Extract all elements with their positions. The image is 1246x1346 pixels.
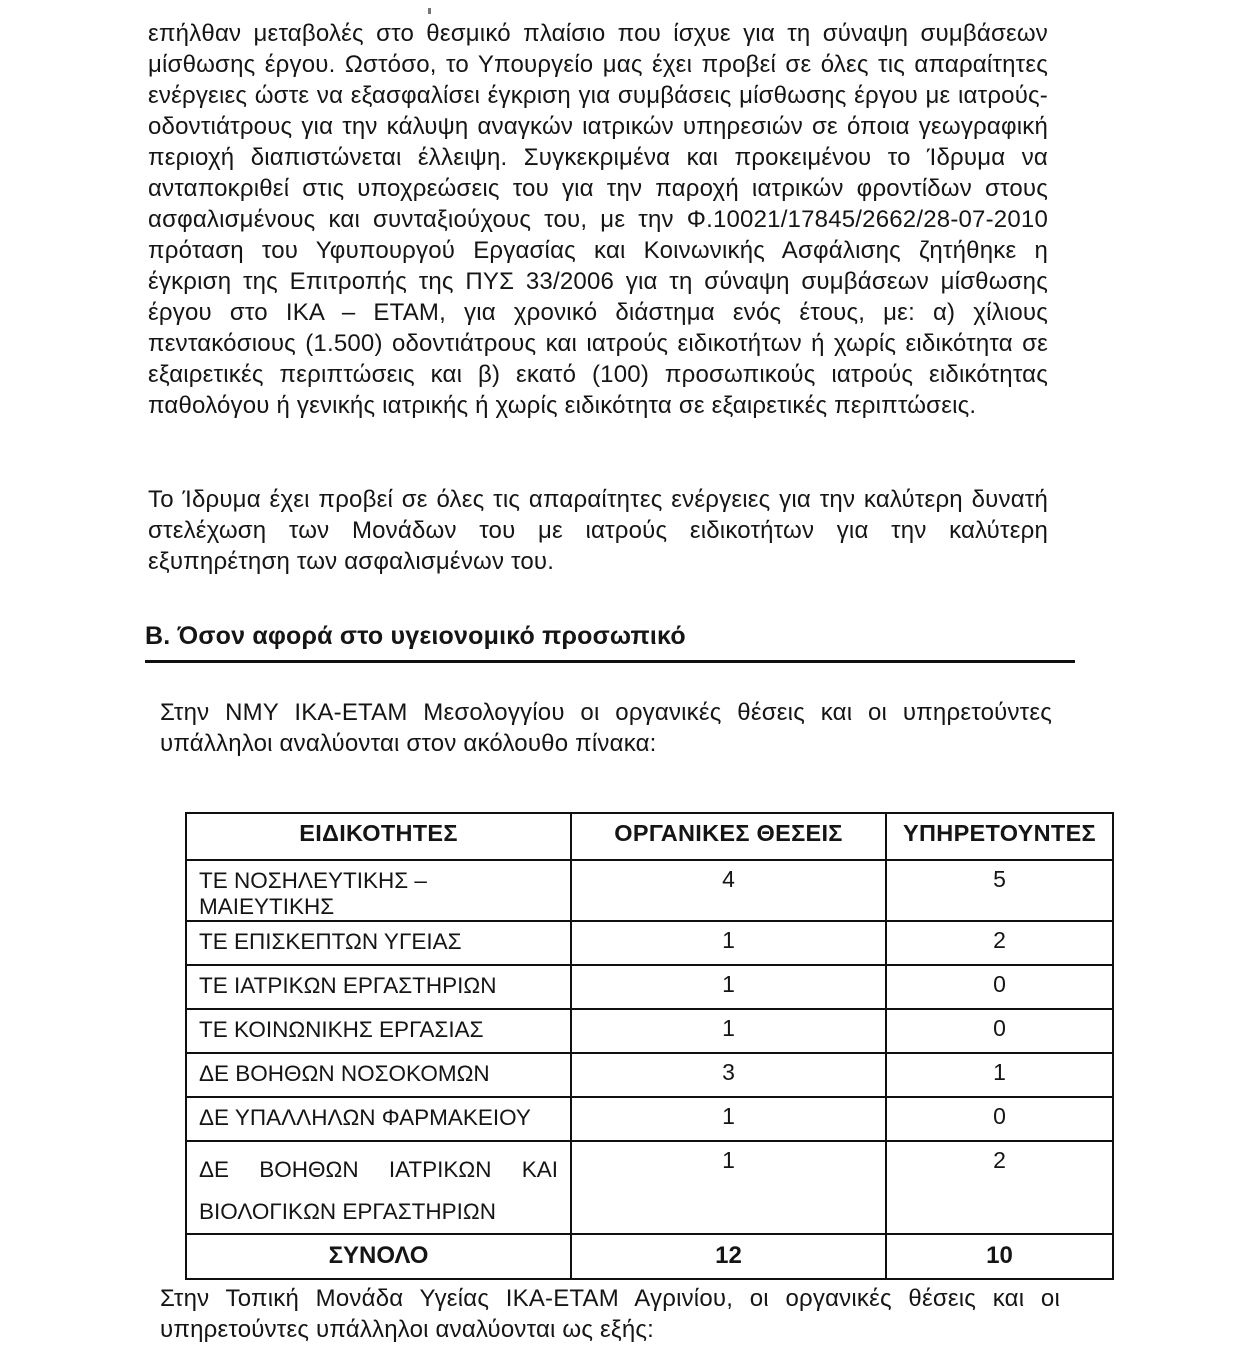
table-row	[186, 965, 1113, 1009]
cell-serving: 0	[886, 1097, 1113, 1141]
header-positions: ΟΡΓΑΝΙΚΕΣ ΘΕΣΕΙΣ	[571, 813, 886, 860]
cell-specialty: ΔΕ ΥΠΑΛΛΗΛΩΝ ΦΑΡΜΑΚΕΙΟΥ	[186, 1097, 571, 1141]
cell-specialty: ΤΕ ΙΑΤΡΙΚΩΝ ΕΡΓΑΣΤΗΡΙΩΝ	[186, 965, 571, 1009]
cell-serving: 0	[886, 1009, 1113, 1053]
cell-total-label: ΣΥΝΟΛΟ	[186, 1234, 571, 1279]
cell-positions: 1	[571, 921, 886, 965]
scan-artifact	[428, 8, 431, 14]
section-heading-health-personnel	[145, 622, 1075, 663]
cell-specialty: ΤΕ ΝΟΣΗΛΕΥΤΙΚΗΣ –ΜΑΙΕΥΤΙΚΗΣ	[186, 860, 571, 921]
cell-positions: 4	[571, 860, 886, 921]
table-total-row	[186, 1234, 1113, 1279]
cell-serving: 1	[886, 1053, 1113, 1097]
staffing-table	[185, 812, 1114, 1280]
cell-specialty: ΤΕ ΕΠΙΣΚΕΠΤΩΝ ΥΓΕΙΑΣ	[186, 921, 571, 965]
cell-positions: 1	[571, 965, 886, 1009]
cell-positions: 3	[571, 1053, 886, 1097]
header-serving: ΥΠΗΡΕΤΟΥΝΤΕΣ	[886, 813, 1113, 860]
header-specialties: ΕΙΔΙΚΟΤΗΤΕΣ	[186, 813, 571, 860]
table-row	[186, 1053, 1113, 1097]
cell-serving: 2	[886, 921, 1113, 965]
paragraph-institution-actions: Το Ίδρυμα έχει προβεί σε όλες τις απαραίτητες ενέργειες για την καλύτερη δυνατή στελέχωση των Μονάδων του με ιατρούς ειδικοτήτων για την καλύτερη εξυπηρέτηση των ασφαλισμένων του.	[148, 486, 1048, 575]
cell-serving: 2	[886, 1141, 1113, 1234]
cell-positions: 1	[571, 1141, 886, 1234]
cell-specialty: ΔΕ ΒΟΗΘΩΝ ΙΑΤΡΙΚΩΝ ΚΑΙ ΒΙΟΛΟΓΙΚΩΝ ΕΡΓΑΣΤΗΡΙΩΝ	[186, 1141, 571, 1234]
cell-specialty: ΔΕ ΒΟΗΘΩΝ ΝΟΣΟΚΟΜΩΝ	[186, 1053, 571, 1097]
paragraph-agrinio-intro: Στην Τοπική Μονάδα Υγείας ΙΚΑ-ΕΤΑΜ Αγρινίου, οι οργανικές θέσεις και οι υπηρετούντες υπάλληλοι αναλύονται ως εξής:	[160, 1285, 1060, 1343]
table-row	[186, 860, 1113, 921]
cell-serving: 5	[886, 860, 1113, 921]
table-row	[186, 921, 1113, 965]
cell-serving: 0	[886, 965, 1113, 1009]
paragraph-mesolongi-intro: Στην ΝΜΥ ΙΚΑ-ΕΤΑΜ Μεσολογγίου οι οργανικές θέσεις και οι υπηρετούντες υπάλληλοι αναλύονται στον ακόλουθο πίνακα:	[160, 699, 1052, 757]
paragraph-contracts: επήλθαν μεταβολές στο θεσμικό πλαίσιο που ίσχυε για τη σύναψη συμβάσεων μίσθωσης έργου. Ωστόσο, το Υπουργείο μας έχει προβεί σε όλες τις απαραίτητες ενέργειες ώστε να εξασφαλίσει έγκριση για συμβάσεις μίσθωσης έργου με ιατρούς-οδοντιάτρους για την κάλυψη αναγκών ιατρικών υπηρεσιών σε όποια γεωγραφική περιοχή διαπιστώνεται έλλειψη. Συγκεκριμένα και προκειμένου το Ίδρυμα να ανταποκριθεί στις υποχρεώσεις του για την παροχή ιατρικών φροντίδων στους ασφαλισμένους και συνταξιούχους του, με την Φ.10021/17845/2662/28-07-2010 πρόταση του Υφυπουργού Εργασίας και Κοινωνικής Ασφάλισης ζητήθηκε η έγκριση της Επιτροπής της ΠΥΣ 33/2006 για τη σύναψη συμβάσεων μίσθωσης έργου στο ΙΚΑ – ΕΤΑΜ, για χρονικό διάστημα ενός έτους, με: α) χίλιους πεντακόσιους (1.500) οδοντιάτρους και ιατρούς ειδικοτήτων ή χωρίς ειδικότητα σε εξαιρετικές περιπτώσεις και β) εκατό (100) προσωπικούς ιατρούς ειδικότητας παθολόγου ή γενικής ιατρικής ή χωρίς ειδικότητα σε εξαιρετικές περιπτώσεις.	[148, 20, 1048, 419]
table-row	[186, 1009, 1113, 1053]
cell-total-serving: 10	[886, 1234, 1113, 1279]
cell-positions: 1	[571, 1097, 886, 1141]
cell-specialty: ΤΕ ΚΟΙΝΩΝΙΚΗΣ ΕΡΓΑΣΙΑΣ	[186, 1009, 571, 1053]
section-heading-text: Β. Όσον αφορά στο υγειονομικό προσωπικό	[145, 622, 686, 650]
table-header-row	[186, 813, 1113, 860]
table-row	[186, 1141, 1113, 1234]
table-row	[186, 1097, 1113, 1141]
cell-total-positions: 12	[571, 1234, 886, 1279]
cell-positions: 1	[571, 1009, 886, 1053]
